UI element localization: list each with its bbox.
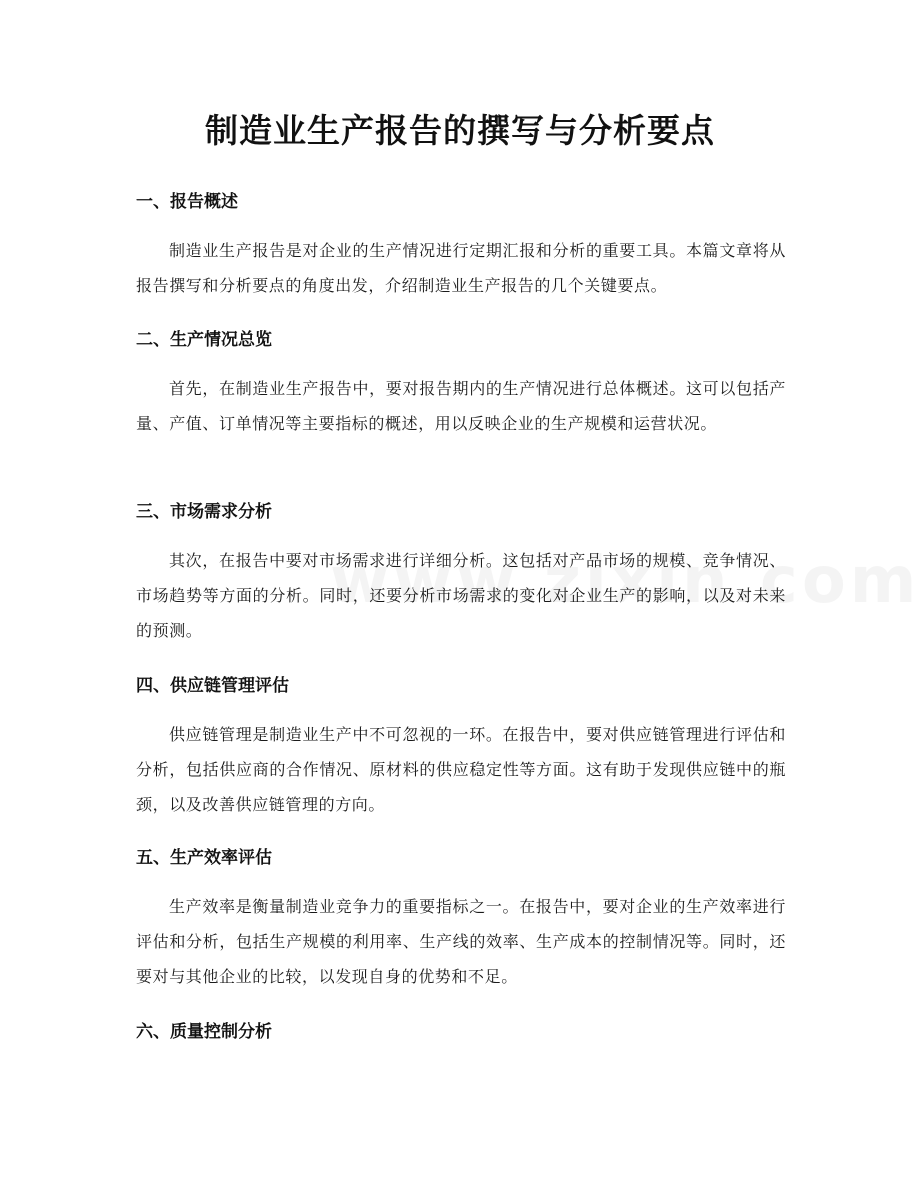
section-paragraph: 其次，在报告中要对市场需求进行详细分析。这包括对产品市场的规模、竞争情况、市场趋势等方面的分析。同时，还要分析市场需求的变化对企业生产的影响，以及对未来的预测。 [136, 551, 786, 640]
section-heading: 三、市场需求分析 [136, 502, 272, 522]
section-paragraph: 供应链管理是制造业生产中不可忽视的一环。在报告中，要对供应链管理进行评估和分析，包括供应商的合作情况、原材料的供应稳定性等方面。这有助于发现供应链中的瓶颈，以及改善供应链管理的方向。 [136, 725, 786, 814]
section-production-overview [136, 328, 786, 441]
section-efficiency [136, 846, 786, 994]
section-heading: 四、供应链管理评估 [136, 676, 289, 696]
section-overview [136, 190, 786, 303]
page-title: 制造业生产报告的撰写与分析要点 [205, 111, 715, 150]
section-paragraph: 制造业生产报告是对企业的生产情况进行定期汇报和分析的重要工具。本篇文章将从报告撰写和分析要点的角度出发，介绍制造业生产报告的几个关键要点。 [136, 241, 786, 295]
section-paragraph: 生产效率是衡量制造业竞争力的重要指标之一。在报告中，要对企业的生产效率进行评估和分析，包括生产规模的利用率、生产线的效率、生产成本的控制情况等。同时，还要对与其他企业的比较，以发现自身的优势和不足。 [136, 897, 786, 986]
section-quality-control [136, 1020, 786, 1044]
section-heading: 一、报告概述 [136, 192, 238, 212]
section-market-demand [136, 500, 786, 648]
section-supply-chain [136, 674, 786, 822]
section-heading: 五、生产效率评估 [136, 848, 272, 868]
section-heading: 六、质量控制分析 [136, 1022, 272, 1042]
section-paragraph: 首先，在制造业生产报告中，要对报告期内的生产情况进行总体概述。这可以包括产量、产值、订单情况等主要指标的概述，用以反映企业的生产规模和运营状况。 [136, 379, 786, 433]
section-heading: 二、生产情况总览 [136, 330, 272, 350]
